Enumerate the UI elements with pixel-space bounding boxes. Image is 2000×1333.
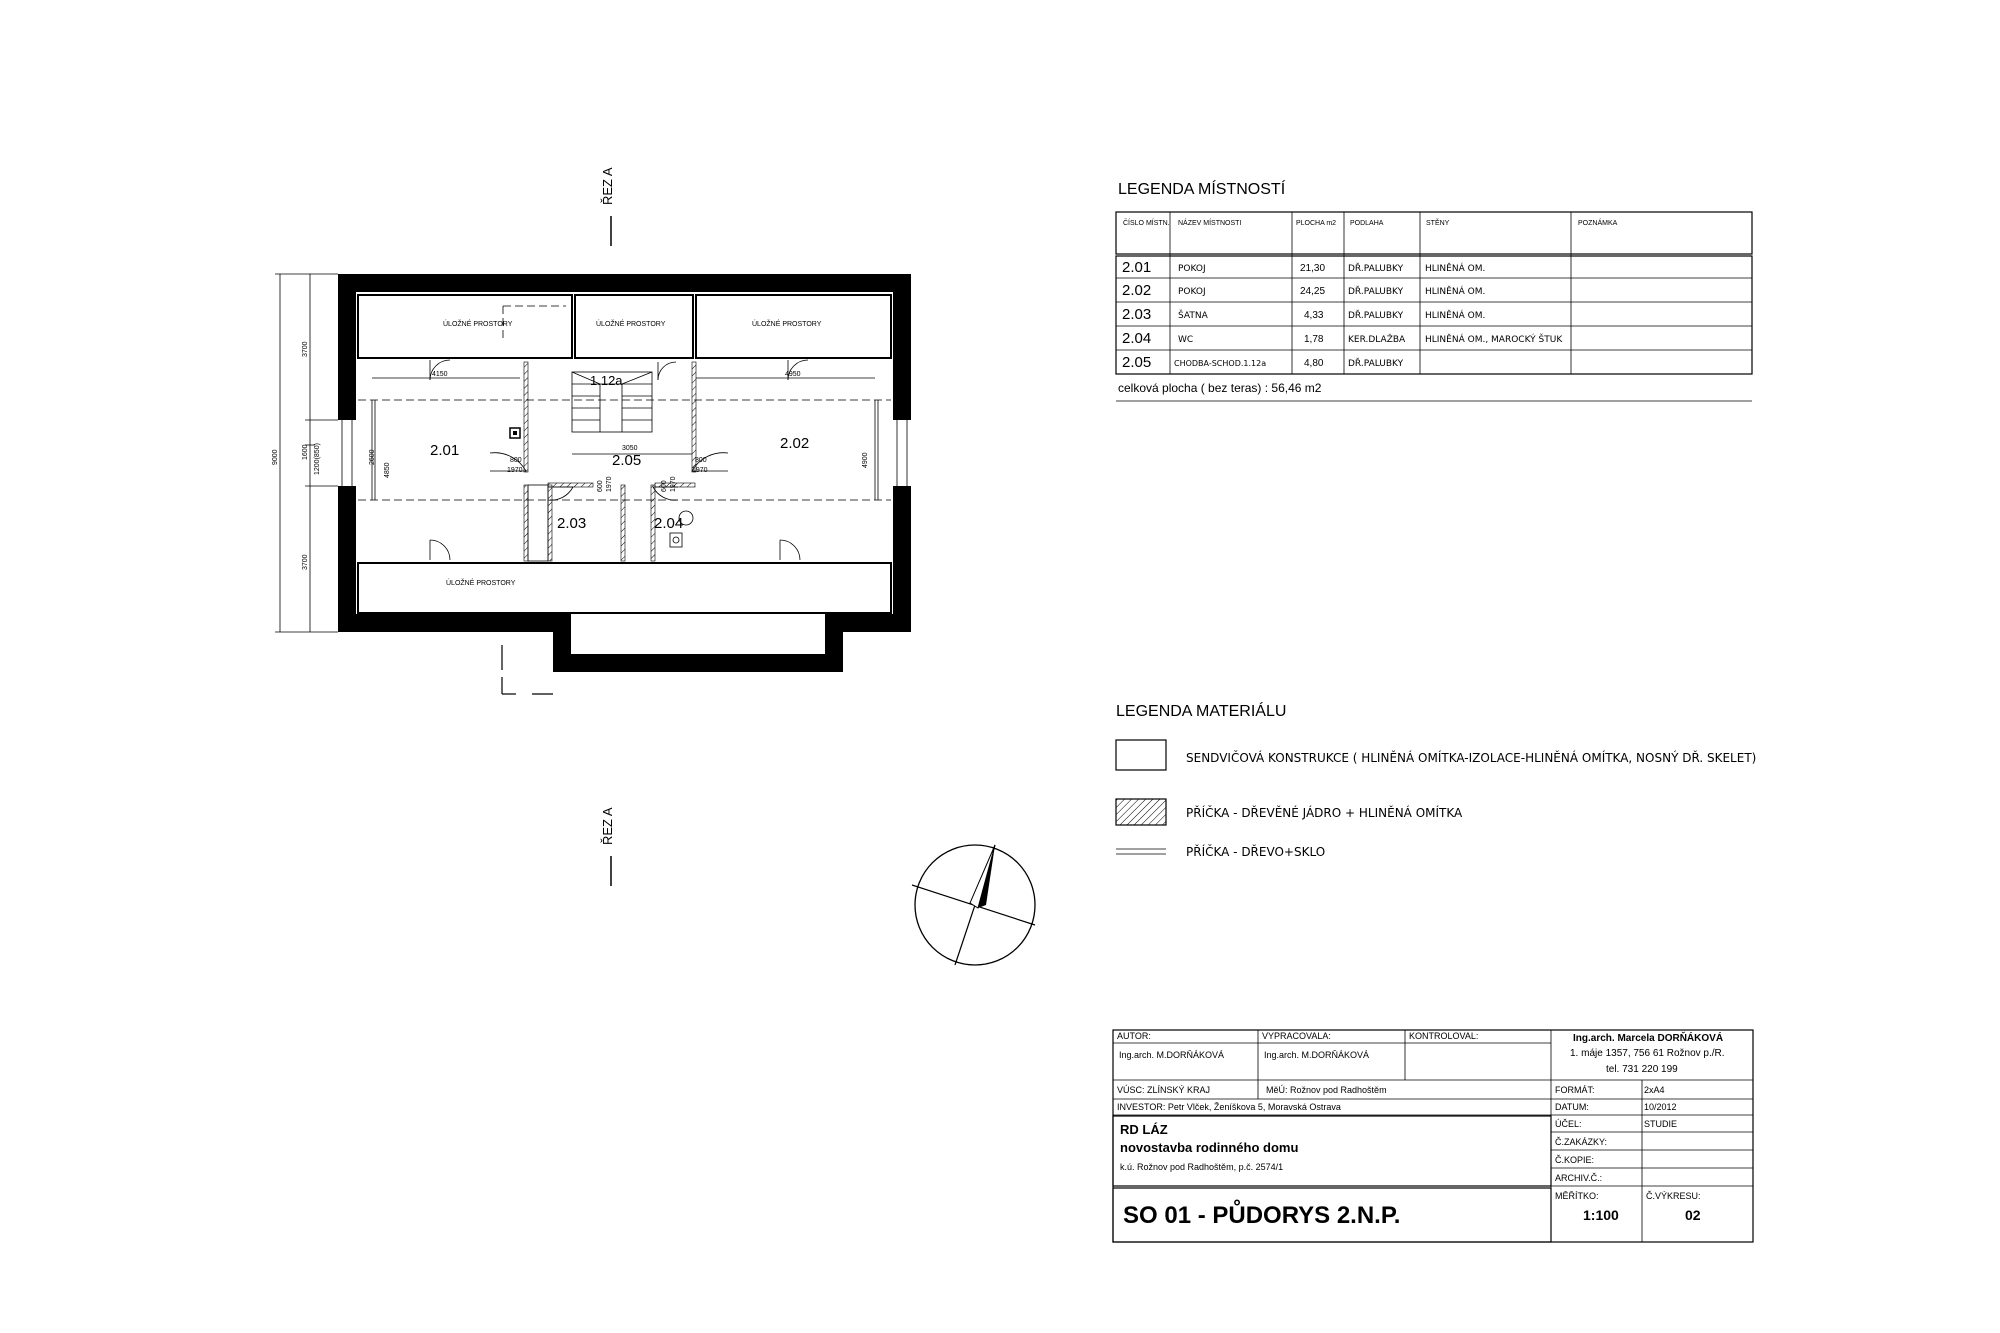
row4-walls: HLINĚNÁ OM., MAROCKÝ ŠTUK bbox=[1425, 335, 1563, 345]
door-dim-8: 1970 bbox=[670, 476, 677, 492]
row4-area: 1,78 bbox=[1304, 334, 1324, 345]
kontroloval-label: KONTROLOVAL: bbox=[1409, 1031, 1479, 1041]
room-1-12a: 1.12a bbox=[590, 373, 623, 388]
row2-floor: DŘ.PALUBKY bbox=[1348, 287, 1404, 297]
row1-area: 21,30 bbox=[1300, 263, 1326, 274]
room-legend-title: LEGENDA MÍSTNOSTÍ bbox=[1118, 181, 1286, 198]
table-row bbox=[1122, 282, 1485, 299]
door-dim-6: 1970 bbox=[606, 476, 613, 492]
room-legend bbox=[1116, 179, 1752, 401]
material-item-1: SENDVIČOVÁ KONSTRUKCE ( HLINĚNÁ OMÍTKA-IZOLACE-HLINĚNÁ OMÍTKA, NOSNÝ DŘ. SKELET) bbox=[1186, 751, 1757, 765]
row2-name: POKOJ bbox=[1178, 287, 1206, 297]
room-2-05: 2.05 bbox=[612, 452, 642, 469]
hdr-plocha: PLOCHA m2 bbox=[1296, 220, 1337, 227]
dim-4150: 4150 bbox=[432, 371, 448, 378]
table-row bbox=[1122, 306, 1485, 323]
dim-4900: 4900 bbox=[862, 452, 869, 468]
row2-area: 24,25 bbox=[1300, 286, 1326, 297]
firm-phone: tel. 731 220 199 bbox=[1606, 1064, 1678, 1075]
table-row bbox=[1122, 259, 1485, 276]
row5-name: CHODBA-SCHOD.1.12a bbox=[1174, 359, 1267, 368]
hdr-poznamka: POZNÁMKA bbox=[1578, 220, 1618, 227]
material-item-3: PŘÍČKA - DŘEVO+SKLO bbox=[1186, 845, 1326, 859]
row1-name: POKOJ bbox=[1178, 264, 1206, 274]
door-dim-7: 600 bbox=[661, 480, 668, 492]
row5-area: 4,80 bbox=[1304, 358, 1324, 369]
floor-plan bbox=[272, 167, 911, 886]
archiv-label: ARCHIV.Č.: bbox=[1555, 1173, 1603, 1183]
row3-no: 2.03 bbox=[1122, 306, 1152, 323]
firm-name: Ing.arch. Marcela DORŇÁKOVÁ bbox=[1573, 1033, 1724, 1044]
project-name: RD LÁZ bbox=[1120, 1122, 1168, 1137]
row3-name: ŠATNA bbox=[1178, 311, 1208, 321]
door-dim-4: 1970 bbox=[692, 467, 708, 474]
material-legend bbox=[1116, 701, 1756, 859]
table-row bbox=[1122, 330, 1563, 347]
investor: INVESTOR: Petr Vlček, Ženíškova 5, Moravská Ostrava bbox=[1117, 1102, 1341, 1112]
storage-label-2: ÚLOŽNÉ PROSTORY bbox=[596, 321, 666, 328]
vusc: VÚSC: ZLÍNSKÝ KRAJ bbox=[1117, 1085, 1211, 1095]
ucel-label: ÚČEL: bbox=[1555, 1119, 1582, 1129]
room-2-02: 2.02 bbox=[780, 435, 810, 452]
project-site: k.ú. Rožnov pod Radhoštěm, p.č. 2574/1 bbox=[1120, 1162, 1284, 1172]
datum-label: DATUM: bbox=[1555, 1102, 1589, 1112]
row4-name: WC bbox=[1178, 335, 1194, 345]
row1-no: 2.01 bbox=[1122, 259, 1152, 276]
hdr-cislo: ČÍSLO MÍSTN. bbox=[1123, 220, 1170, 227]
firm-address: 1. máje 1357, 756 61 Rožnov p./R. bbox=[1570, 1048, 1725, 1059]
row5-no: 2.05 bbox=[1122, 354, 1152, 371]
dim-left-2600: 2600 bbox=[369, 449, 376, 465]
dim-left-9000: 9000 bbox=[272, 449, 279, 465]
dim-left-3700-top: 3700 bbox=[302, 341, 309, 357]
zakazky-label: Č.ZAKÁZKY: bbox=[1555, 1137, 1608, 1147]
meritko-label: MĚŘÍTKO: bbox=[1555, 1191, 1599, 1201]
format-value: 2xA4 bbox=[1644, 1085, 1665, 1095]
vykresu-label: Č.VÝKRESU: bbox=[1646, 1191, 1701, 1201]
dim-3050: 3050 bbox=[622, 445, 638, 452]
left-dimensions bbox=[272, 274, 391, 632]
row1-walls: HLINĚNÁ OM. bbox=[1425, 264, 1486, 274]
row3-area: 4,33 bbox=[1304, 310, 1324, 321]
datum-value: 10/2012 bbox=[1644, 1102, 1677, 1112]
meritko-value: 1:100 bbox=[1583, 1207, 1619, 1223]
row3-walls: HLINĚNÁ OM. bbox=[1425, 311, 1486, 321]
table-row bbox=[1122, 354, 1404, 371]
title-block bbox=[1113, 1030, 1753, 1242]
vypracovala-value: Ing.arch. M.DORŇÁKOVÁ bbox=[1264, 1050, 1370, 1060]
kopie-label: Č.KOPIE: bbox=[1555, 1155, 1595, 1165]
door-dim-2: 1970 bbox=[507, 467, 523, 474]
room-2-01: 2.01 bbox=[430, 442, 460, 459]
row1-floor: DŘ.PALUBKY bbox=[1348, 264, 1404, 274]
dim-4950: 4950 bbox=[785, 371, 801, 378]
project-desc: novostavba rodinného domu bbox=[1120, 1140, 1299, 1155]
vypracovala-label: VYPRACOVALA: bbox=[1262, 1031, 1331, 1041]
hdr-nazev: NÁZEV MÍSTNOSTI bbox=[1178, 220, 1242, 227]
row5-floor: DŘ.PALUBKY bbox=[1348, 359, 1404, 369]
hdr-podlaha: PODLAHA bbox=[1350, 220, 1384, 227]
storage-label-4: ÚLOŽNÉ PROSTORY bbox=[446, 580, 516, 587]
door-dim-5: 600 bbox=[597, 480, 604, 492]
dim-left-3700-bottom: 3700 bbox=[302, 554, 309, 570]
drawing-title: SO 01 - PŮDORYS 2.N.P. bbox=[1123, 1202, 1401, 1229]
row3-floor: DŘ.PALUBKY bbox=[1348, 311, 1404, 321]
room-legend-total: celková plocha ( bez teras) : 56,46 m2 bbox=[1118, 381, 1322, 395]
row4-no: 2.04 bbox=[1122, 330, 1152, 347]
material-legend-title: LEGENDA MATERIÁLU bbox=[1116, 703, 1287, 720]
storage-label-3: ÚLOŽNÉ PROSTORY bbox=[752, 321, 822, 328]
autor-value: Ing.arch. M.DORŇÁKOVÁ bbox=[1119, 1050, 1225, 1060]
row4-floor: KER.DLAŽBA bbox=[1348, 335, 1406, 345]
section-label-top: ŘEZ A bbox=[600, 167, 615, 205]
vykresu-value: 02 bbox=[1685, 1207, 1701, 1223]
row2-walls: HLINĚNÁ OM. bbox=[1425, 287, 1486, 297]
dim-left-1600: 1600 bbox=[302, 444, 309, 460]
autor-label: AUTOR: bbox=[1117, 1031, 1151, 1041]
room-2-03: 2.03 bbox=[557, 515, 587, 532]
material-item-2: PŘÍČKA - DŘEVĚNÉ JÁDRO + HLINĚNÁ OMÍTKA bbox=[1186, 806, 1463, 820]
format-label: FORMÁT: bbox=[1555, 1085, 1595, 1095]
row2-no: 2.02 bbox=[1122, 282, 1152, 299]
room-2-04: 2.04 bbox=[654, 515, 684, 532]
meu: MěÚ: Rožnov pod Radhoštěm bbox=[1266, 1085, 1387, 1095]
storage-label-1: ÚLOŽNÉ PROSTORY bbox=[443, 321, 513, 328]
hdr-steny: STĚNY bbox=[1426, 220, 1450, 227]
door-dim-1: 800 bbox=[510, 457, 522, 464]
north-arrow bbox=[912, 845, 1035, 965]
ucel-value: STUDIE bbox=[1644, 1119, 1678, 1129]
door-dim-3: 800 bbox=[695, 457, 707, 464]
dim-left-4850: 4850 bbox=[384, 462, 391, 478]
dim-left-1200: 1200(850) bbox=[314, 443, 321, 475]
section-label-bottom: ŘEZ A bbox=[600, 807, 615, 845]
